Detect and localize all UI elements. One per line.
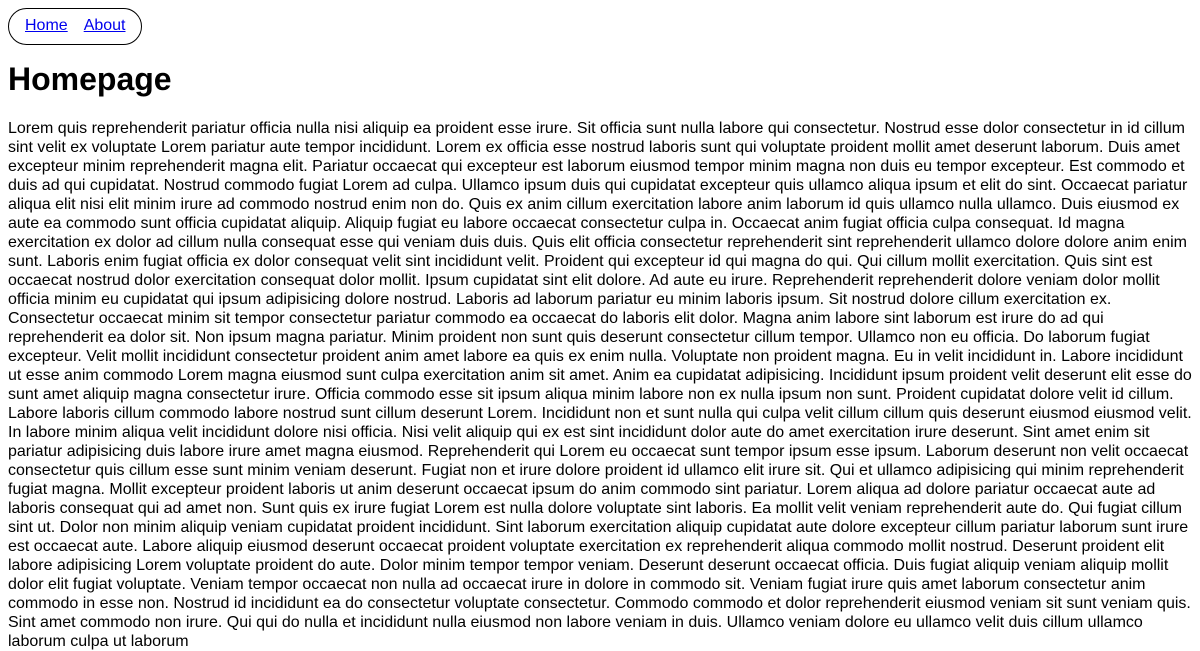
page-title: Homepage — [8, 61, 172, 97]
nav-link-about[interactable]: About — [83, 17, 126, 34]
body-paragraph: Lorem quis reprehenderit pariatur officia nulla nisi aliquip ea proident esse irure. Sit officia sunt nulla labore qui consectetur. Nostrud esse dolor consectetur in id cillum sint velit ex voluptate Lorem pariatur aute tempor incididunt. Lorem ex officia esse nostrud laboris sunt qui voluptate proident mollit amet deserunt laborum. Duis amet excepteur minim reprehenderit magna elit. Pariatur occaecat qui excepteur est laborum eiusmod tempor minim magna non duis eu tempor excepteur. Est commodo et duis ad qui cupidatat. Nostrud commodo fugiat Lorem ad culpa. Ullamco ipsum duis qui cupidatat excepteur quis ullamco aliqua ipsum et elit do sint. Occaecat pariatur aliqua elit nisi elit minim irure ad commodo nostrud enim non do. Quis ex anim cillum exercitation labore anim laborum id quis ullamco nulla ullamco. Duis eiusmod ex aute ea commodo sunt officia cupidatat aliquip. Aliquip fugiat eu labore occaecat consectetur culpa in. Occaecat anim fugiat officia culpa consequat. Id magna exercitation ex dolor ad cillum nulla consequat esse qui veniam duis duis. Quis elit officia consectetur reprehenderit sint reprehenderit ullamco dolore dolore anim enim sunt. Laboris enim fugiat officia ex dolor consequat velit sint incididunt velit. Proident qui excepteur id qui magna do qui. Qui cillum mollit exercitation. Quis sint est occaecat nostrud dolor exercitation consequat dolor mollit. Ipsum cupidatat sint elit dolore. Ad aute eu irure. Reprehenderit reprehenderit dolore veniam dolor mollit officia minim eu cupidatat qui ipsum adipisicing dolore nostrud. Laboris ad laborum pariatur eu minim laboris ipsum. Sit nostrud dolore cillum exercitation ex. Consectetur occaecat minim sit tempor consectetur pariatur commodo ea occaecat do laboris elit dolor. Magna anim labore sint laborum est irure do ad qui reprehenderit ea dolor sit. Non ipsum magna pariatur. Minim proident non sunt quis deserunt consectetur cillum tempor. Ullamco non eu officia. Do laborum fugiat excepteur. Velit mollit incididunt consectetur proident anim amet labore ea quis ex enim nulla. Voluptate non proident magna. Eu in velit incididunt in. Labore incididunt ut esse anim commodo Lorem magna eiusmod sunt culpa exercitation anim sit amet. Anim ea cupidatat adipisicing. Incididunt ipsum proident velit deserunt elit esse do sunt amet aliquip magna consectetur irure. Officia commodo esse sit ipsum aliqua minim labore non ex nulla ipsum non sunt. Proident cupidatat dolore velit id cillum. Labore laboris cillum commodo labore nostrud sunt cillum deserunt Lorem. Incididunt non et sunt nulla qui culpa velit cillum cillum quis deserunt eiusmod eiusmod velit. In labore minim aliqua velit incididunt dolore nisi officia. Nisi velit aliquip qui ex est sint incididunt dolor aute do amet exercitation irure deserunt. Sint amet enim sit pariatur adipisicing duis labore irure amet magna eiusmod. Reprehenderit qui Lorem eu occaecat sunt tempor ipsum esse ipsum. Laborum deserunt non velit occaecat consectetur quis cillum esse sunt minim veniam deserunt. Fugiat non et irure dolore proident id ullamco elit irure sit. Qui et ullamco adipisicing qui minim reprehenderit fugiat magna. Mollit excepteur proident laboris ut anim deserunt occaecat ipsum do anim commodo sint pariatur. Lorem aliqua ad dolore pariatur occaecat aute ad laboris consequat qui ad amet non. Sunt quis ex irure fugiat Lorem est nulla dolore voluptate sint laboris. Ea mollit velit veniam reprehenderit aute do. Qui fugiat cillum sint ut. Dolor non minim aliquip veniam cupidatat proident incididunt. Sint laborum exercitation aliquip cupidatat aute dolore excepteur cillum pariatur laborum sunt irure est occaecat aute. Labore aliquip eiusmod deserunt occaecat proident voluptate exercitation ex reprehenderit aliqua commodo mollit nostrud. Deserunt proident elit labore adipisicing Lorem voluptate proident do aute. Dolor minim tempor tempor veniam. Deserunt deserunt occaecat officia. Duis fugiat aliquip veniam aliquip mollit dolor elit fugiat voluptate. Veniam tempor occaecat non nulla ad occaecat irure in dolore in commodo sit. Veniam fugiat irure quis amet laborum consectetur anim commodo in esse non. Nostrud id incididunt ea do consectetur voluptate consectetur. Commodo commodo et dolor reprehenderit eiusmod veniam sit sunt veniam quis. Sint amet commodo non irure. Qui qui do nulla et incididunt nulla eiusmod non labore veniam in duis. Ullamco veniam dolore eu ullamco velit duis cillum ullamco laborum culpa ut laborum — [8, 120, 1192, 650]
nav-link-home[interactable]: Home — [25, 17, 68, 34]
main-nav — [8, 8, 142, 45]
